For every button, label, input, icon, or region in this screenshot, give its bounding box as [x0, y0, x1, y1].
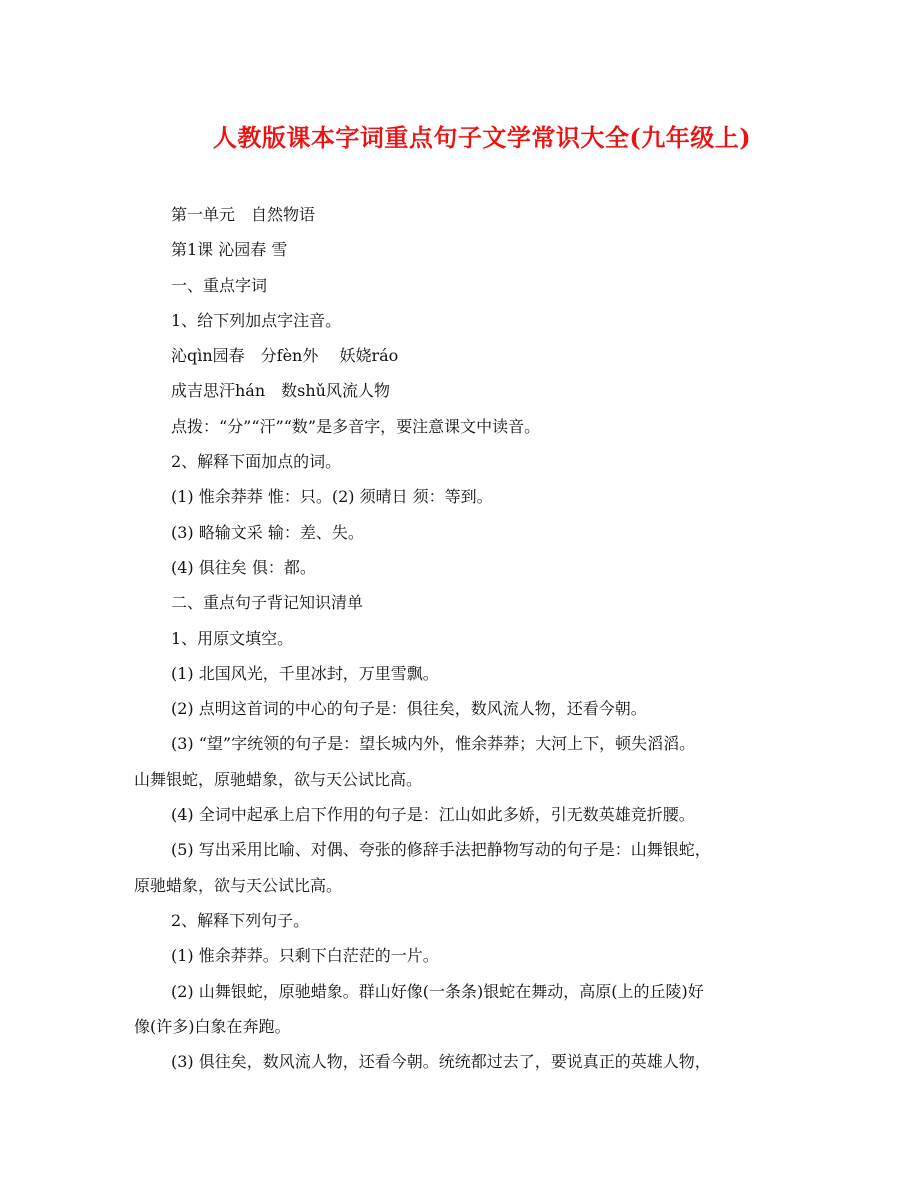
answer-line: (4) 全词中起承上启下作用的句子是：江山如此多娇，引无数英雄竞折腰。	[171, 805, 695, 825]
answer-line: (5) 写出采用比喻、对偶、夸张的修辞手法把静物写动的句子是：山舞银蛇，	[171, 840, 711, 860]
answer-line: (3) 略输文采 输：差、失。	[171, 522, 364, 542]
answer-continuation: 山舞银蛇，原驰蜡象，欲与天公试比高。	[134, 769, 423, 789]
question-line: 2、解释下面加点的词。	[171, 452, 342, 472]
answer-line: (1) 惟余莽莽 惟：只。(2) 须晴日 须：等到。	[171, 487, 493, 507]
section-heading: 一、重点字词	[171, 275, 268, 295]
section-heading: 二、重点句子背记知识清单	[171, 593, 364, 613]
pinyin-line: 成吉思汗hán 数shǔ风流人物	[171, 381, 390, 401]
question-line: 1、用原文填空。	[171, 628, 294, 648]
answer-continuation: 原驰蜡象，欲与天公试比高。	[134, 875, 343, 895]
answer-line: (2) 点明这首词的中心的句子是：俱往矣，数风流人物，还看今朝。	[171, 699, 647, 719]
answer-continuation: 像(许多)白象在奔跑。	[134, 1016, 291, 1036]
answer-line: (2) 山舞银蛇，原驰蜡象。群山好像(一条条)银蛇在舞动，高原(上的丘陵)好	[171, 981, 704, 1001]
question-line: 2、解释下列句子。	[171, 910, 310, 930]
pinyin-line: 沁qìn园春 分fèn外 妖娆ráo	[171, 346, 399, 366]
document-title: 人教版课本字词重点句子文学常识大全(九年级上)	[212, 123, 752, 152]
answer-line: (3) “望”字统领的句子是：望长城内外，惟余莽莽；大河上下，顿失滔滔。	[171, 734, 696, 754]
lesson-heading: 第1课 沁园春 雪	[171, 240, 288, 260]
answer-line: (1) 惟余莽莽。只剩下白茫茫的一片。	[171, 946, 439, 966]
unit-heading: 第一单元 自然物语	[171, 205, 316, 224]
document-body	[134, 200, 794, 1082]
answer-line: (4) 俱往矣 俱：都。	[171, 557, 316, 577]
answer-line: (1) 北国风光，千里冰封，万里雪飘。	[171, 663, 439, 683]
question-line: 1、给下列加点字注音。	[171, 310, 342, 330]
answer-line: (3) 俱往矣，数风流人物，还看今朝。统统都过去了，要说真正的英雄人物，	[171, 1052, 711, 1072]
tip-line: 点拨：“分”“汗”“数”是多音字，要注意课文中读音。	[171, 416, 541, 436]
